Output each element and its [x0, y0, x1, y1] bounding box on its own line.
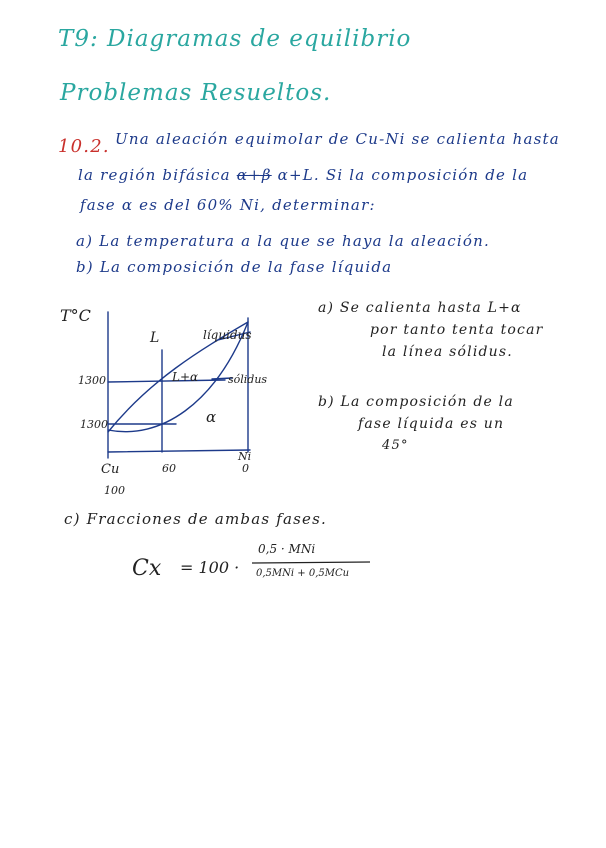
right-element: Ni — [238, 450, 252, 463]
formula-equals: = 100 · — [180, 558, 240, 577]
problem-line-2-start: la región bifásica — [78, 166, 231, 184]
region-liquid-alpha: L+α — [172, 370, 199, 384]
right-value: 0 — [242, 462, 249, 475]
answer-a-3: la línea sólidus. — [382, 344, 513, 360]
answer-a-2: por tanto tenta tocar — [370, 322, 544, 338]
answer-b-2: fase líquida es un — [358, 416, 505, 432]
problem-number: 10.2. — [58, 136, 110, 157]
problem-line-2-end: α+L. Si la composición de la — [277, 166, 529, 184]
x-mark-60: 60 — [162, 462, 176, 475]
struck-text: α+β — [236, 166, 272, 184]
answer-b-1: b) La composición de la — [318, 394, 514, 410]
problem-line-3: fase α es del 60% Ni, determinar: — [80, 196, 376, 214]
page-subtitle: Problemas Resueltos. — [60, 80, 332, 106]
page-title: T9: Diagramas de equilibrio — [58, 26, 412, 52]
tick-upper: 1300 — [78, 374, 106, 387]
formula-numerator: 0,5 · MNi — [258, 542, 316, 556]
answer-b-3: 45° — [382, 438, 409, 453]
left-value: 100 — [104, 484, 125, 497]
question-b: b) La composición de la fase líquida — [76, 258, 393, 276]
temperature-axis-label: T°C — [60, 306, 91, 325]
formula-denominator: 0,5MNi + 0,5MCu — [256, 568, 350, 579]
problem-line-1: Una aleación equimolar de Cu-Ni se calienta hasta — [115, 130, 560, 148]
region-liquid: L — [150, 330, 160, 346]
left-element: Cu — [101, 462, 120, 477]
question-a: a) La temperatura a la que se haya la aleación. — [76, 232, 490, 250]
formula-lhs: Cx — [132, 556, 162, 581]
part-c-heading: c) Fracciones de ambas fases. — [64, 510, 327, 528]
solidus-label: sólidus — [228, 373, 268, 386]
liquidus-label: líquidus — [203, 328, 252, 342]
region-alpha: α — [206, 408, 217, 426]
tick-lower: 1300 — [80, 418, 108, 431]
answer-a-1: a) Se calienta hasta L+α — [318, 300, 522, 316]
